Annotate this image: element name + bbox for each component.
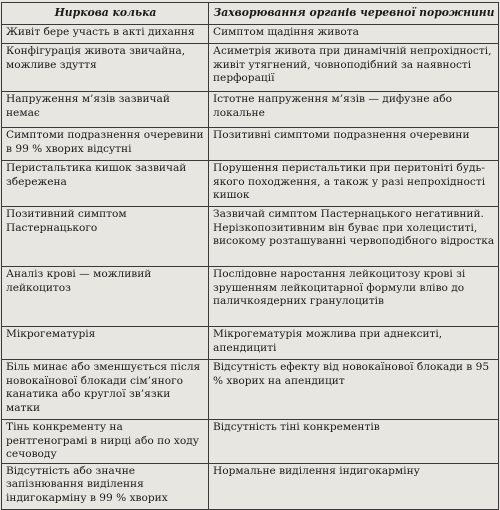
renal-colic-cell: Конфігурація живота звичайна, можливе здуття: [2, 44, 209, 92]
table-row: [2, 327, 499, 360]
table-row: [2, 267, 499, 327]
table-row: [2, 161, 499, 207]
abdominal-disease-cell: Мікрогематурія можлива при аднекситі, апендициті: [209, 327, 499, 360]
renal-colic-cell: Симптоми подразнення очеревини в 99 % хворих відсутні: [2, 128, 209, 161]
comparison-table: [1, 2, 499, 510]
abdominal-disease-cell: Істотне напруження м’язів — дифузне або локальне: [209, 92, 499, 128]
abdominal-disease-cell: Асиметрія живота при динамічній непрохідності, живіт утягнений, човноподібний за наявності перфорації: [209, 44, 499, 92]
table-header-row: [2, 3, 499, 25]
renal-colic-cell: Відсутність або значне запізнювання виділення індигокарміну в 99 % хворих: [2, 463, 209, 509]
table-row: [2, 44, 499, 92]
table-row: [2, 128, 499, 161]
renal-colic-cell: Тінь конкременту на рентгенограмі в нирці або по ходу сечоводу: [2, 420, 209, 464]
table-row: [2, 420, 499, 464]
renal-colic-cell: Біль минає або зменшується після новокаїнової блокади сім’яного канатика або круглої зв’язки матки: [2, 360, 209, 420]
abdominal-disease-cell: Порушення перистальтики при перитоніті будь-якого походження, а також у разі непрохідності кишок: [209, 161, 499, 207]
abdominal-disease-cell: Послідовне наростання лейкоцитозу крові зі зрушенням лейкоцитарної формули вліво до паличкоядерних гранулоцитів: [209, 267, 499, 327]
header-abdominal-diseases: Захворювання органів черевної порожнини: [209, 3, 499, 25]
renal-colic-cell: Перистальтика кишок зазвичай збережена: [2, 161, 209, 207]
table-row: [2, 207, 499, 267]
renal-colic-cell: Аналіз крові — можливий лейкоцитоз: [2, 267, 209, 327]
abdominal-disease-cell: Відсутність ефекту від новокаїнової блокади в 95 % хворих на апендицит: [209, 360, 499, 420]
table-row: [2, 92, 499, 128]
abdominal-disease-cell: Нормальне виділення індигокарміну: [209, 463, 499, 509]
abdominal-disease-cell: Зазвичай симптом Пастернацького негативний. Нерізкопозитивним він буває при холециститі, високому розташуванні червоподібного відростка: [209, 207, 499, 267]
renal-colic-cell: Напруження м’язів зазвичай немає: [2, 92, 209, 128]
renal-colic-cell: Мікрогематурія: [2, 327, 209, 360]
renal-colic-cell: Живіт бере участь в акті дихання: [2, 25, 209, 44]
abdominal-disease-cell: Позитивні симптоми подразнення очеревини: [209, 128, 499, 161]
abdominal-disease-cell: Симптом щадіння живота: [209, 25, 499, 44]
abdominal-disease-cell: Відсутність тіні конкрементів: [209, 420, 499, 464]
table-row: [2, 25, 499, 44]
table-row: [2, 360, 499, 420]
renal-colic-cell: Позитивний симптом Пастернацького: [2, 207, 209, 267]
header-renal-colic: Ниркова колька: [2, 3, 209, 25]
table-row: [2, 463, 499, 509]
